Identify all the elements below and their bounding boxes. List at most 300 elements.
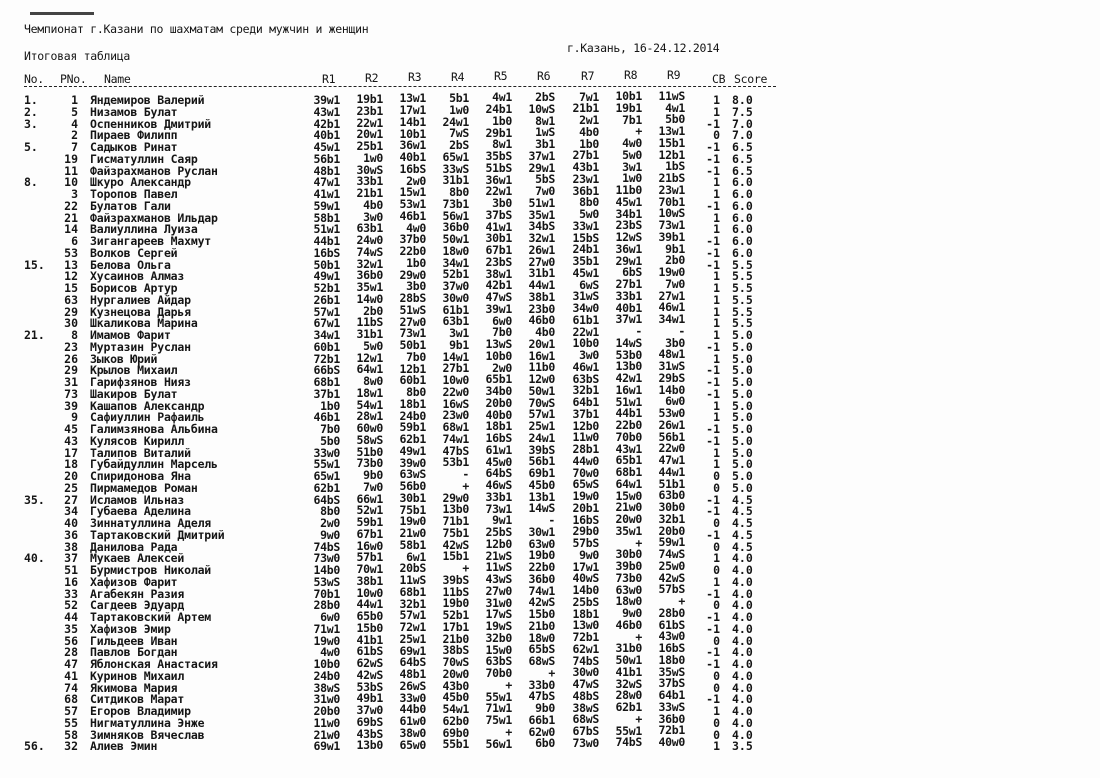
round-result: 4w1: [665, 100, 685, 115]
round-result: 32w1: [528, 231, 555, 245]
round-result: 61bS: [658, 617, 685, 632]
round-result: 14w1: [442, 349, 469, 364]
round-result: 60b1: [313, 339, 340, 354]
cb-value: -1: [706, 339, 720, 354]
player-number: 40: [64, 516, 78, 530]
round-result: 19b1: [356, 92, 383, 107]
round-result: 9b0: [535, 701, 555, 715]
round-result: 57w1: [399, 608, 426, 623]
round-result: 30b0: [658, 500, 685, 515]
round-result: 64bS: [399, 655, 426, 670]
round-result: 47wS: [485, 290, 512, 305]
cb-value: -1: [706, 363, 720, 378]
round-result: 18b0: [658, 652, 685, 667]
player-number: 11: [64, 163, 78, 178]
round-result: 37w1: [615, 312, 642, 327]
round-result: 20bS: [399, 561, 426, 576]
player-name: Бурмистров Николай: [90, 563, 212, 577]
round-result: 44w1: [356, 597, 383, 612]
round-result: 8b0: [449, 185, 469, 199]
round-result: 3w0: [579, 348, 599, 363]
player-number: 51: [64, 563, 78, 577]
round-result: 21bS: [658, 171, 685, 186]
round-result: 54w1: [356, 397, 383, 412]
col-header-round-9: R9: [667, 67, 681, 82]
round-result: 33b0: [528, 677, 555, 692]
round-result: 69b0: [442, 725, 469, 740]
score-value: 5.5: [732, 257, 753, 272]
round-result: 59b1: [356, 515, 383, 530]
round-result: 47w1: [313, 175, 340, 190]
round-result: 41w1: [485, 219, 512, 234]
cb-value: -1: [706, 621, 720, 636]
score-value: 5.5: [732, 292, 753, 307]
player-number: 58: [64, 727, 78, 742]
round-result: 53b0: [615, 347, 642, 362]
round-result: 13w1: [399, 91, 426, 106]
round-result: 1w0: [363, 150, 383, 165]
round-result: 39b0: [615, 559, 642, 574]
round-result: 57bS: [572, 536, 599, 551]
player-name: Гарифзянов Нияз: [90, 375, 191, 389]
round-result: 30wS: [356, 162, 383, 177]
round-result: 26b1: [313, 292, 340, 307]
player-name: Торопов Павел: [90, 187, 178, 201]
round-result: 28b0: [313, 598, 340, 613]
round-result: 29w1: [615, 253, 642, 268]
round-result: 73b0: [356, 456, 383, 471]
round-result: 30w1: [528, 524, 555, 539]
round-result: 66w1: [356, 491, 383, 506]
player-number: 47: [64, 657, 78, 671]
round-result: 24w1: [528, 430, 555, 445]
round-result: 3w1: [449, 326, 469, 340]
round-result: 47w1: [658, 453, 685, 468]
round-result: 27w0: [399, 314, 426, 329]
cb-value: -1: [706, 151, 720, 166]
round-result: 50w1: [442, 232, 469, 246]
round-result: 70b1: [313, 586, 340, 601]
round-result: 46b1: [313, 410, 340, 425]
round-result: 10b1: [615, 89, 642, 104]
round-result: 11b0: [528, 360, 555, 375]
round-result: 48b1: [399, 667, 426, 682]
player-name: Муртазин Руслан: [90, 339, 191, 354]
round-result: +: [678, 594, 685, 609]
round-result: 37bS: [658, 676, 685, 691]
round-result: 58wS: [356, 432, 383, 447]
round-result: 68w1: [442, 420, 469, 434]
round-result: 41b1: [356, 632, 383, 647]
round-result: 13wS: [485, 337, 512, 352]
cb-value: 0: [713, 128, 720, 143]
player-name: Зимняков Вячеслав: [90, 727, 205, 742]
cb-value: -1: [706, 492, 720, 507]
player-number: 21: [64, 210, 78, 225]
round-result: 38bS: [442, 643, 469, 658]
round-result: 27b1: [572, 148, 599, 163]
round-result: 34w0: [572, 301, 599, 316]
cb-value: 0: [713, 598, 720, 613]
round-result: 38wS: [572, 700, 599, 715]
round-result: 11wS: [485, 560, 512, 575]
round-result: 6w0: [665, 394, 685, 409]
score-value: 6.5: [732, 151, 753, 166]
round-result: 6wS: [579, 277, 599, 292]
round-result: 49w1: [399, 443, 426, 458]
round-result: 33b1: [485, 489, 512, 504]
round-result: 51wS: [399, 302, 426, 317]
round-result: 44b1: [615, 406, 642, 421]
score-value: 4.0: [732, 680, 753, 695]
round-result: 45b0: [528, 477, 555, 492]
score-value: 4.0: [732, 551, 753, 566]
round-result: 16bS: [399, 161, 426, 176]
score-value: 5.5: [732, 269, 753, 284]
col-header-cb: CB: [712, 72, 726, 86]
player-number: 55: [64, 715, 78, 730]
round-result: 70b1: [658, 194, 685, 209]
round-result: 60b1: [399, 373, 426, 388]
player-name: Яндемиров Валерий: [90, 93, 205, 107]
round-result: 27w0: [485, 583, 512, 598]
round-result: 30b0: [615, 547, 642, 562]
round-result: 52b1: [442, 608, 469, 622]
player-number: 19: [64, 151, 78, 166]
round-result: 18b1: [572, 606, 599, 621]
round-result: 65w1: [442, 149, 469, 164]
round-result: 16w1: [615, 382, 642, 397]
player-name: Кузнецова Дарья: [90, 304, 191, 319]
round-result: 38w0: [399, 725, 426, 740]
round-result: 34w1: [658, 312, 685, 327]
round-result: 8w0: [363, 374, 383, 389]
player-number: 30: [64, 316, 78, 331]
score-value: 5.0: [732, 339, 753, 354]
score-value: 4.0: [732, 704, 753, 718]
score-value: 7.0: [732, 116, 753, 131]
round-result: 12wS: [615, 230, 642, 245]
cb-value: 1: [713, 222, 720, 237]
round-result: 63b1: [356, 221, 383, 236]
round-result: 19b0: [442, 596, 469, 611]
round-result: 62b1: [615, 700, 642, 715]
cb-value: 1: [713, 410, 720, 425]
round-result: 39b1: [658, 229, 685, 244]
round-result: 11b0: [615, 183, 642, 198]
round-result: 25w1: [399, 631, 426, 646]
round-result: 64b1: [572, 395, 599, 410]
round-result: 28w1: [356, 409, 383, 424]
round-result: 18b1: [485, 419, 512, 434]
player-number: 13: [64, 257, 78, 272]
round-result: 53bS: [356, 679, 383, 694]
score-value: 5.0: [732, 386, 753, 401]
round-result: 56b0: [399, 479, 426, 494]
cb-value: 1: [713, 316, 720, 331]
round-result: 22w0: [658, 441, 685, 456]
cb-value: 0: [713, 563, 720, 577]
round-result: 74bS: [572, 653, 599, 668]
round-result: 22w1: [572, 324, 599, 339]
round-result: 20w1: [356, 127, 383, 142]
round-result: 22w1: [485, 184, 512, 199]
round-result: 42wS: [528, 595, 555, 610]
round-result: 11w0: [313, 715, 340, 730]
round-result: 51w1: [615, 394, 642, 409]
place-number: 56.: [24, 739, 45, 754]
round-result: 25w0: [658, 558, 685, 573]
round-result: 59w1: [313, 198, 340, 213]
player-number: 29: [64, 363, 78, 378]
round-result: 59w1: [658, 535, 685, 550]
round-result: 39bS: [442, 572, 469, 587]
player-name: Алиев Эмин: [90, 739, 158, 754]
round-result: 24b1: [485, 102, 512, 117]
round-result: 3w1: [622, 159, 642, 174]
player-name: Шакиров Булат: [90, 386, 178, 401]
player-name: Мукаев Алексей: [90, 551, 185, 566]
round-result: 42w1: [615, 371, 642, 386]
round-result: 43bS: [356, 726, 383, 741]
cb-value: 1: [713, 281, 720, 295]
round-result: 50w1: [528, 383, 555, 398]
cb-value: 1: [713, 210, 720, 225]
round-result: 61bS: [356, 644, 383, 659]
round-result: 51w1: [313, 222, 340, 237]
round-result: 18w1: [356, 385, 383, 400]
round-result: 61w0: [399, 714, 426, 729]
round-result: 49b1: [356, 691, 383, 706]
round-result: 42wS: [442, 537, 469, 552]
round-result: 31wS: [658, 359, 685, 374]
round-result: 72w1: [399, 620, 426, 635]
round-result: 25bS: [572, 594, 599, 609]
round-result: 51bS: [485, 160, 512, 175]
round-result: 63bS: [572, 371, 599, 386]
player-name: Сафиуллин Рафаиль: [90, 410, 205, 425]
round-result: 34b0: [485, 384, 512, 399]
round-result: 40b1: [399, 150, 426, 165]
round-result: 64bS: [485, 466, 512, 481]
round-result: 65bS: [528, 642, 555, 657]
cb-value: 1: [713, 445, 720, 460]
round-result: 69w1: [313, 739, 340, 754]
cb-value: -1: [706, 375, 720, 389]
round-result: 70wS: [528, 395, 555, 410]
round-result: 45w1: [615, 194, 642, 209]
round-result: 11w0: [572, 430, 599, 445]
round-result: 2w0: [320, 516, 340, 530]
player-name: Агабекян Разия: [90, 586, 185, 601]
round-result: +: [505, 724, 512, 739]
round-result: 74w1: [442, 431, 469, 446]
round-result: 39w1: [485, 301, 512, 316]
round-result: 43b0: [442, 678, 469, 693]
round-result: 15w0: [485, 642, 512, 657]
round-result: 9w1: [492, 513, 512, 528]
round-result: 62w1: [572, 641, 599, 656]
round-result: 18w0: [528, 630, 555, 645]
round-result: 74wS: [658, 547, 685, 562]
round-result: 43w1: [615, 441, 642, 456]
round-result: 25bS: [485, 525, 512, 540]
round-result: +: [462, 561, 469, 575]
round-result: 26w1: [528, 242, 555, 257]
round-result: 57bS: [658, 582, 685, 597]
round-result: 38w1: [485, 266, 512, 281]
round-result: 17w1: [572, 559, 599, 574]
round-result: 11bS: [356, 315, 383, 330]
player-name: Данилова Рада: [90, 539, 178, 554]
round-result: 67b1: [356, 526, 383, 541]
player-name: Талипов Виталий: [90, 445, 191, 460]
cb-value: 0: [713, 715, 720, 730]
round-result: 58b1: [399, 537, 426, 552]
round-result: 6b0: [535, 736, 555, 751]
round-result: 23w0: [442, 408, 469, 423]
round-result: 46w1: [658, 300, 685, 315]
round-result: +: [635, 124, 642, 139]
round-result: 29b0: [572, 524, 599, 539]
round-result: 55w1: [313, 457, 340, 472]
round-result: 56w1: [442, 208, 469, 223]
player-name: Губаева Аделина: [90, 504, 191, 519]
round-result: 65b0: [356, 609, 383, 624]
round-result: 73w1: [485, 501, 512, 516]
player-number: 15: [64, 281, 78, 295]
round-result: 27b1: [442, 361, 469, 376]
player-name: Кашапов Александр: [90, 398, 205, 413]
round-result: 3w0: [363, 209, 383, 224]
round-result: 33w0: [313, 445, 340, 460]
round-result: 62b1: [399, 432, 426, 447]
round-result: 15b1: [442, 549, 469, 564]
cb-value: 1: [713, 739, 720, 754]
round-result: 70wS: [442, 655, 469, 669]
round-result: 70b0: [615, 429, 642, 444]
score-value: 8.0: [732, 93, 753, 107]
round-result: 34w1: [442, 255, 469, 270]
round-result: 62b1: [313, 480, 340, 495]
round-result: 26wS: [399, 678, 426, 693]
round-result: 32b1: [572, 383, 599, 398]
round-result: 50b1: [399, 338, 426, 353]
score-value: 5.0: [732, 351, 753, 366]
round-result: 55w1: [615, 723, 642, 738]
round-result: 48b1: [313, 163, 340, 178]
player-name: Файзрахманов Руслан: [90, 163, 218, 178]
round-result: 4w0: [406, 220, 426, 235]
round-result: 45w1: [572, 265, 599, 280]
round-result: 19b0: [528, 548, 555, 563]
round-result: 68wS: [572, 712, 599, 727]
player-name: Ситдиков Марат: [90, 692, 185, 707]
col-header-round-5: R5: [494, 69, 508, 84]
round-result: 44b1: [313, 234, 340, 248]
cb-value: 1: [713, 292, 720, 307]
round-result: 12b0: [572, 418, 599, 433]
score-value: 6.0: [732, 210, 753, 225]
round-result: 56b1: [313, 151, 340, 166]
round-result: 9w0: [320, 527, 340, 542]
round-result: 12w0: [528, 372, 555, 386]
player-number: 6: [71, 234, 78, 248]
score-value: 4.0: [732, 610, 753, 624]
round-result: 7b1: [622, 112, 642, 127]
place-number: 3.: [24, 116, 38, 131]
round-result: 61b1: [572, 312, 599, 327]
round-result: 4w0: [622, 136, 642, 151]
round-result: 60w0: [356, 421, 383, 436]
round-result: 57w1: [528, 407, 555, 422]
round-result: 33wS: [658, 699, 685, 714]
round-result: 7w0: [535, 184, 555, 198]
cb-value: 0: [713, 516, 720, 530]
round-result: 14wS: [528, 501, 555, 516]
round-result: 5b0: [320, 433, 340, 448]
place-date: г.Казань, 16-24.12.2014: [567, 41, 720, 55]
round-result: 6w1: [406, 549, 426, 564]
round-result: 62b0: [442, 713, 469, 728]
col-header-score: Score: [734, 72, 768, 86]
score-value: 5.0: [732, 457, 753, 472]
round-result: 42b1: [313, 116, 340, 131]
score-value: 5.0: [732, 398, 753, 413]
round-result: 9b0: [363, 468, 383, 483]
round-result: -: [548, 513, 555, 527]
round-result: 2b0: [665, 253, 685, 268]
round-result: 39w0: [399, 455, 426, 470]
round-result: 1b0: [406, 255, 426, 270]
score-value: 4.0: [732, 586, 753, 601]
round-result: 48w1: [658, 347, 685, 362]
round-result: 61b1: [442, 302, 469, 317]
round-result: 23bS: [615, 218, 642, 233]
round-result: 66b1: [528, 712, 555, 727]
round-result: 64bS: [313, 492, 340, 507]
round-result: 54w1: [442, 702, 469, 716]
round-result: 75w1: [485, 713, 512, 728]
cb-value: 1: [713, 457, 720, 472]
round-result: 46b1: [399, 208, 426, 223]
round-result: 36b0: [658, 711, 685, 726]
player-name: Валиуллина Луиза: [90, 222, 198, 237]
round-result: 71w1: [313, 621, 340, 636]
round-result: 16wS: [442, 396, 469, 411]
player-number: 7: [71, 140, 78, 154]
player-name: Зиннатуллина Аделя: [90, 516, 212, 530]
cb-value: -1: [706, 386, 720, 401]
score-value: 4.0: [732, 621, 753, 636]
round-result: +: [462, 478, 469, 493]
round-result: 61w1: [485, 442, 512, 457]
round-result: 53w0: [658, 406, 685, 421]
round-result: 10wS: [658, 206, 685, 221]
round-result: 64b1: [658, 688, 685, 703]
score-value: 5.0: [732, 445, 753, 460]
round-result: 14b0: [572, 583, 599, 598]
score-value: 4.5: [732, 539, 753, 554]
round-result: 13b0: [615, 359, 642, 374]
round-result: 51b1: [658, 476, 685, 491]
round-result: 38b1: [528, 289, 555, 304]
round-result: 2w0: [492, 360, 512, 375]
round-result: +: [635, 711, 642, 726]
round-result: 63b1: [442, 314, 469, 329]
round-result: 75b1: [442, 525, 469, 540]
round-result: 15b0: [528, 607, 555, 621]
